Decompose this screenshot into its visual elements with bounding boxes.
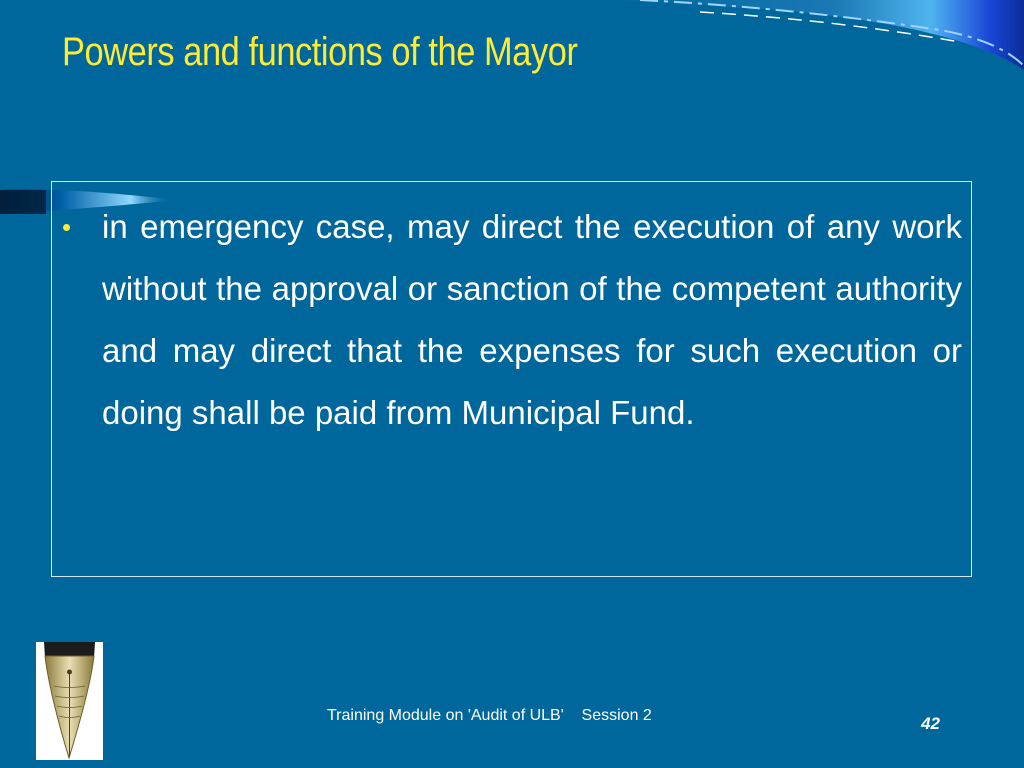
footer-text: Training Module on 'Audit of ULB' Session 2 [327,707,652,724]
bullet-icon: • [62,212,72,242]
page-number: 42 [921,714,940,733]
content-box [51,181,972,577]
fountain-pen-nib-logo-icon [36,642,103,760]
slide-title: Powers and functions of the Mayor [62,30,578,74]
bullet-text: in emergency case, may direct the execution of any work without the approval or sanction of the competent authority and may direct that the expenses for such execution or doing shall be paid from Municipal Fund. [102,208,962,431]
